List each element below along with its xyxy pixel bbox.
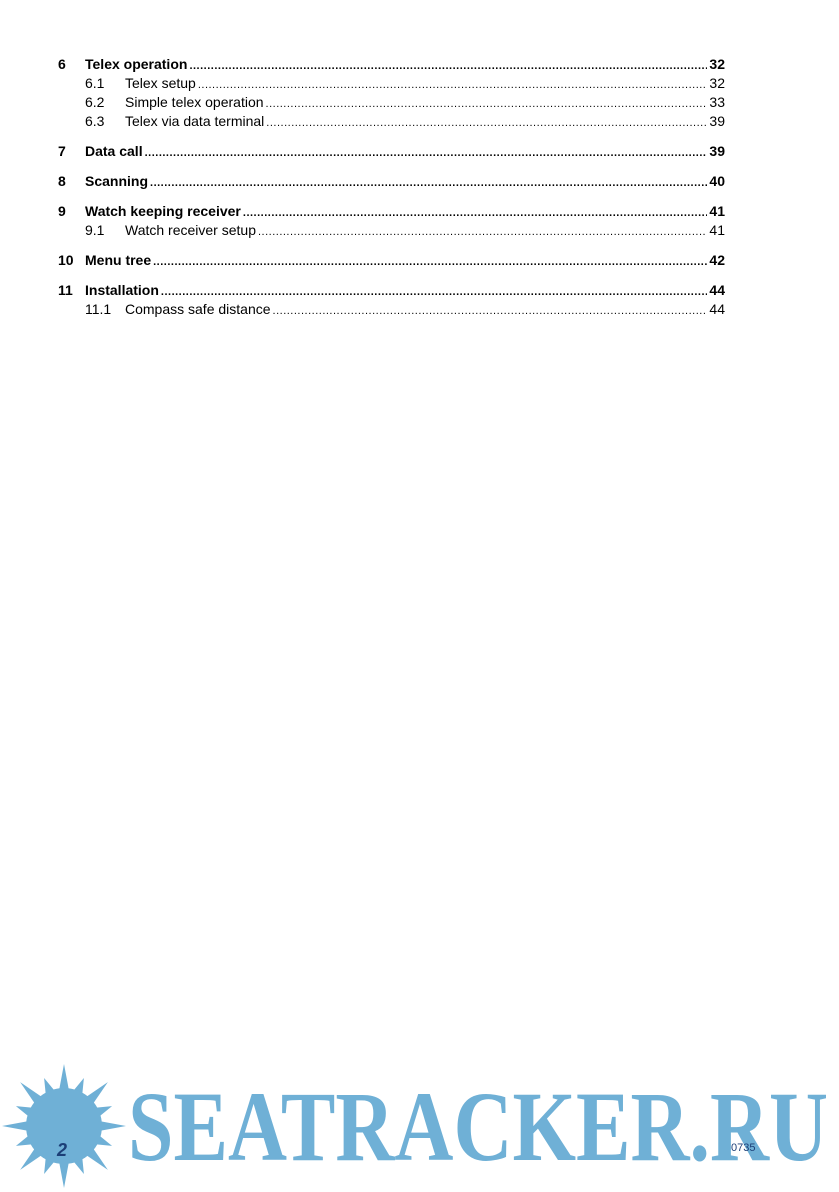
toc-entry-number: 9.1 bbox=[85, 222, 105, 238]
toc-entry-title: Telex operation bbox=[85, 56, 188, 72]
sun-ray bbox=[100, 1121, 126, 1131]
toc-entry-title: Data call bbox=[85, 143, 143, 159]
toc-section bbox=[58, 55, 725, 131]
toc-entry-number: 6.3 bbox=[85, 113, 105, 129]
toc-entry-page: 41 bbox=[709, 222, 725, 238]
toc-entry-title: Simple telex operation bbox=[125, 94, 264, 110]
toc-chapter-entry[interactable] bbox=[58, 281, 725, 300]
toc-subsection-entry[interactable] bbox=[58, 300, 725, 319]
toc-section bbox=[58, 202, 725, 240]
toc-entry-number: 10 bbox=[58, 252, 74, 268]
page-footer bbox=[0, 1060, 839, 1190]
toc-entry-number: 7 bbox=[58, 143, 66, 159]
toc-entry-title: Installation bbox=[85, 282, 159, 298]
toc-entry-page: 33 bbox=[709, 94, 725, 110]
toc-entry-title: Watch keeping receiver bbox=[85, 203, 241, 219]
toc-section bbox=[58, 281, 725, 319]
toc-entry-number: 11 bbox=[58, 282, 73, 298]
toc-chapter-entry[interactable] bbox=[58, 251, 725, 270]
toc-entry-page: 40 bbox=[709, 173, 725, 189]
toc-dot-leader bbox=[150, 174, 707, 193]
toc-entry-title: Compass safe distance bbox=[125, 301, 271, 317]
toc-entry-title: Telex via data terminal bbox=[125, 113, 265, 129]
toc-dot-leader bbox=[189, 57, 707, 76]
toc-entry-page: 44 bbox=[709, 301, 725, 317]
toc-dot-leader bbox=[273, 302, 708, 321]
toc-entry-page: 32 bbox=[709, 75, 725, 91]
toc-dot-leader bbox=[198, 76, 708, 95]
toc-entry-number: 6 bbox=[58, 56, 66, 72]
sun-ray bbox=[59, 1162, 69, 1188]
toc-dot-leader bbox=[243, 204, 708, 223]
toc-dot-leader bbox=[153, 253, 707, 272]
toc-entry-page: 39 bbox=[709, 143, 725, 159]
toc-dot-leader bbox=[266, 114, 707, 133]
toc-entry-number: 9 bbox=[58, 203, 66, 219]
toc-subsection-entry[interactable] bbox=[58, 93, 725, 112]
toc-dot-leader bbox=[145, 144, 708, 163]
toc-entry-title: Menu tree bbox=[85, 252, 152, 268]
toc-section bbox=[58, 172, 725, 191]
toc-dot-leader bbox=[258, 223, 707, 242]
brand-text: SEATRACKER.RU bbox=[128, 1086, 828, 1166]
toc-entry-number: 11.1 bbox=[85, 301, 112, 317]
toc-chapter-entry[interactable] bbox=[58, 55, 725, 74]
toc-dot-leader bbox=[266, 95, 708, 114]
toc-entry-number: 6.2 bbox=[85, 94, 105, 110]
table-of-contents bbox=[58, 55, 725, 330]
toc-subsection-entry[interactable] bbox=[58, 112, 725, 131]
toc-entry-page: 42 bbox=[709, 252, 725, 268]
toc-entry-title: Telex setup bbox=[125, 75, 196, 91]
toc-entry-page: 44 bbox=[709, 282, 725, 298]
toc-entry-title: Watch receiver setup bbox=[125, 222, 256, 238]
toc-entry-title: Scanning bbox=[85, 173, 149, 189]
toc-subsection-entry[interactable] bbox=[58, 74, 725, 93]
toc-entry-page: 39 bbox=[709, 113, 725, 129]
toc-subsection-entry[interactable] bbox=[58, 221, 725, 240]
toc-entry-page: 41 bbox=[709, 203, 725, 219]
toc-chapter-entry[interactable] bbox=[58, 202, 725, 221]
toc-section bbox=[58, 142, 725, 161]
toc-chapter-entry[interactable] bbox=[58, 142, 725, 161]
sun-ray bbox=[59, 1064, 69, 1090]
page-number: 2 bbox=[57, 1140, 68, 1160]
toc-entry-page: 32 bbox=[709, 56, 725, 72]
toc-section bbox=[58, 251, 725, 270]
brand-watermark bbox=[128, 1086, 828, 1166]
toc-chapter-entry[interactable] bbox=[58, 172, 725, 191]
sun-logo-icon bbox=[0, 1062, 130, 1192]
toc-entry-number: 8 bbox=[58, 173, 66, 189]
toc-entry-number: 6.1 bbox=[85, 75, 105, 91]
document-code: 0735 bbox=[731, 1142, 756, 1154]
sun-ray bbox=[2, 1121, 28, 1131]
